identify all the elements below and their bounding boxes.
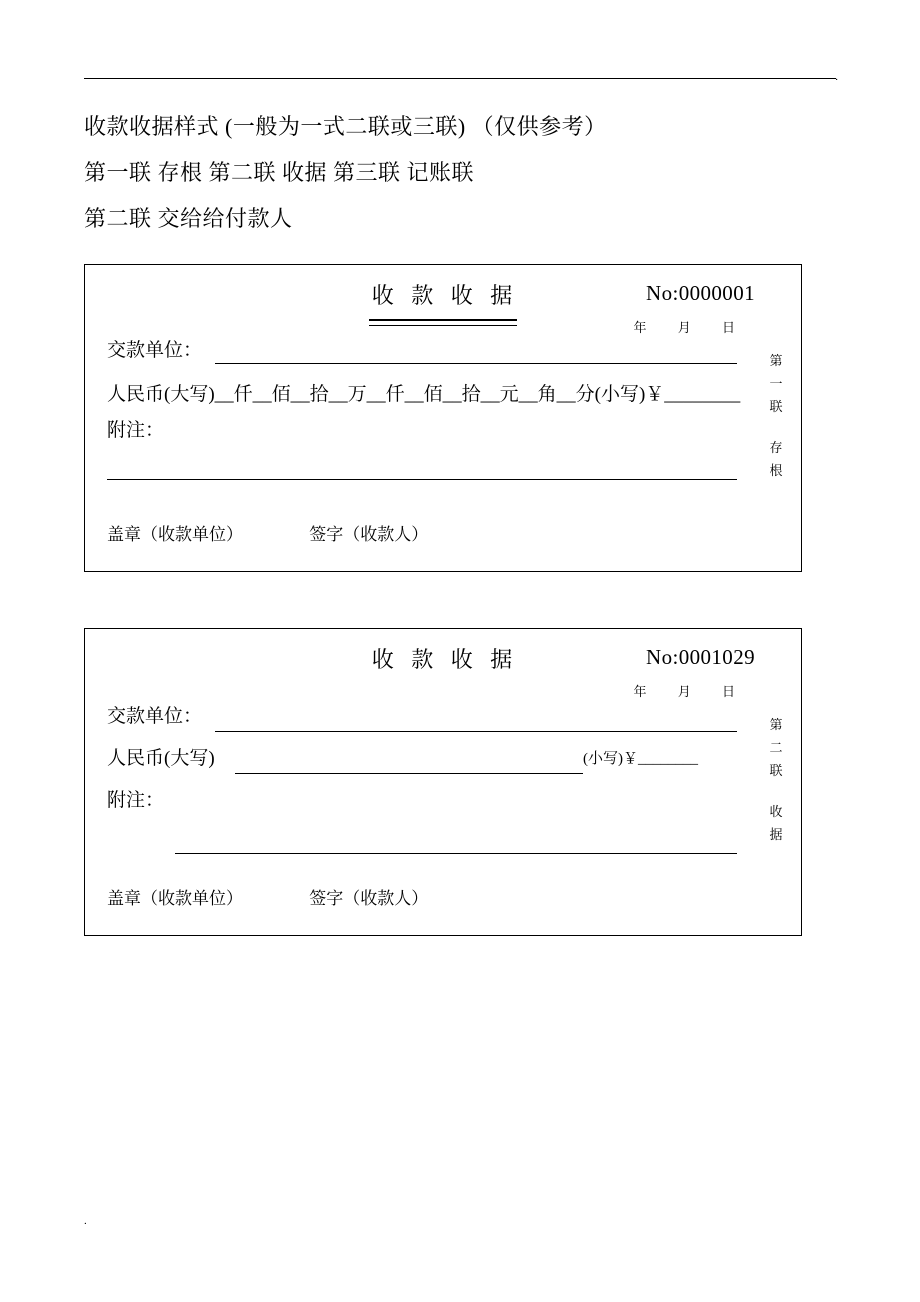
receipt-1-side-char-3: 联 — [769, 399, 783, 414]
receipt-2-amount-label-prefix: 人民币(大写) — [107, 748, 215, 769]
receipt-2-number: No:0001029 — [646, 645, 755, 669]
receipt-1-title: 收 款 收 据 — [371, 283, 519, 308]
corner-mark-bottom-left: . — [84, 1215, 87, 1227]
receipt-2-amount-fill-line[interactable] — [235, 773, 583, 774]
receipt-2-payer-label: 交款单位： — [107, 706, 203, 727]
receipt-2-remark-fill-line[interactable] — [175, 853, 737, 854]
receipt-1-title-row — [85, 265, 801, 335]
receipt-1-side-char-4: 存 — [769, 440, 783, 455]
receipt-2-payer-row — [85, 689, 801, 735]
receipt-2-side-char-2: 二 — [769, 740, 783, 755]
receipt-1-remark-fill-line[interactable] — [107, 479, 737, 480]
receipt-1-body — [85, 325, 801, 487]
receipt-2-amount-label-suffix: (小写)￥________ — [583, 751, 698, 767]
receipt-2-amount-row — [85, 735, 801, 783]
receipt-2-side-char-4: 收 — [769, 804, 783, 819]
receipt-copy-2 — [84, 628, 802, 936]
receipt-copy-1 — [84, 264, 802, 572]
receipt-1-date-line: 年 月 日 — [633, 320, 749, 335]
receipt-2-side-char-1: 第 — [769, 717, 783, 732]
receipt-1-payer-row — [85, 325, 801, 367]
receipt-1-payer-fill-line[interactable] — [215, 363, 737, 364]
header-rule — [84, 78, 836, 79]
receipt-2-sign-label: 签字（收款人） — [309, 889, 429, 908]
receipt-1-amount-row — [85, 367, 801, 411]
receipt-2-title: 收 款 收 据 — [371, 647, 519, 672]
receipt-1-stamp-label: 盖章（收款单位） — [107, 525, 243, 544]
receipt-2-payer-fill-line[interactable] — [215, 731, 737, 732]
receipt-1-payer-label: 交款单位： — [107, 340, 203, 361]
receipt-1-side-char-1: 第 — [769, 353, 783, 368]
receipt-1-footer — [107, 520, 428, 545]
receipt-2-date-line: 年 月 日 — [633, 684, 749, 699]
receipt-2-remark-row — [85, 783, 801, 859]
receipt-2-body — [85, 689, 801, 859]
receipt-2-side-char-5: 据 — [769, 827, 783, 842]
corner-mark-top-right: . — [835, 71, 838, 83]
heading-line-3: 第二联 交给给付款人 — [84, 206, 293, 231]
receipt-1-sign-label: 签字（收款人） — [309, 525, 429, 544]
receipt-2-remark-label: 附注： — [107, 790, 165, 811]
receipt-1-title-underline-thick — [369, 319, 517, 321]
receipt-2-side-char-3: 联 — [769, 763, 783, 778]
receipt-1-amount-label: 人民币(大写)__仟__佰__拾__万__仟__佰__拾__元__角__分(小写)￥________ — [107, 384, 741, 405]
receipt-1-number: No:0000001 — [646, 281, 755, 305]
receipt-1-side-char-2: 一 — [769, 376, 783, 391]
heading-line-1: 收款收据样式 (一般为一式二联或三联) （仅供参考） — [84, 114, 607, 139]
receipt-1-remark-label: 附注： — [107, 420, 165, 441]
receipt-2-stamp-label: 盖章（收款单位） — [107, 889, 243, 908]
receipt-2-title-row — [85, 629, 801, 699]
receipt-2-footer — [107, 884, 428, 909]
heading-block — [84, 104, 844, 242]
receipt-1-remark-row — [85, 411, 801, 487]
receipt-1-side-char-5: 根 — [769, 463, 783, 478]
heading-line-2: 第一联 存根 第二联 收据 第三联 记账联 — [84, 160, 475, 185]
